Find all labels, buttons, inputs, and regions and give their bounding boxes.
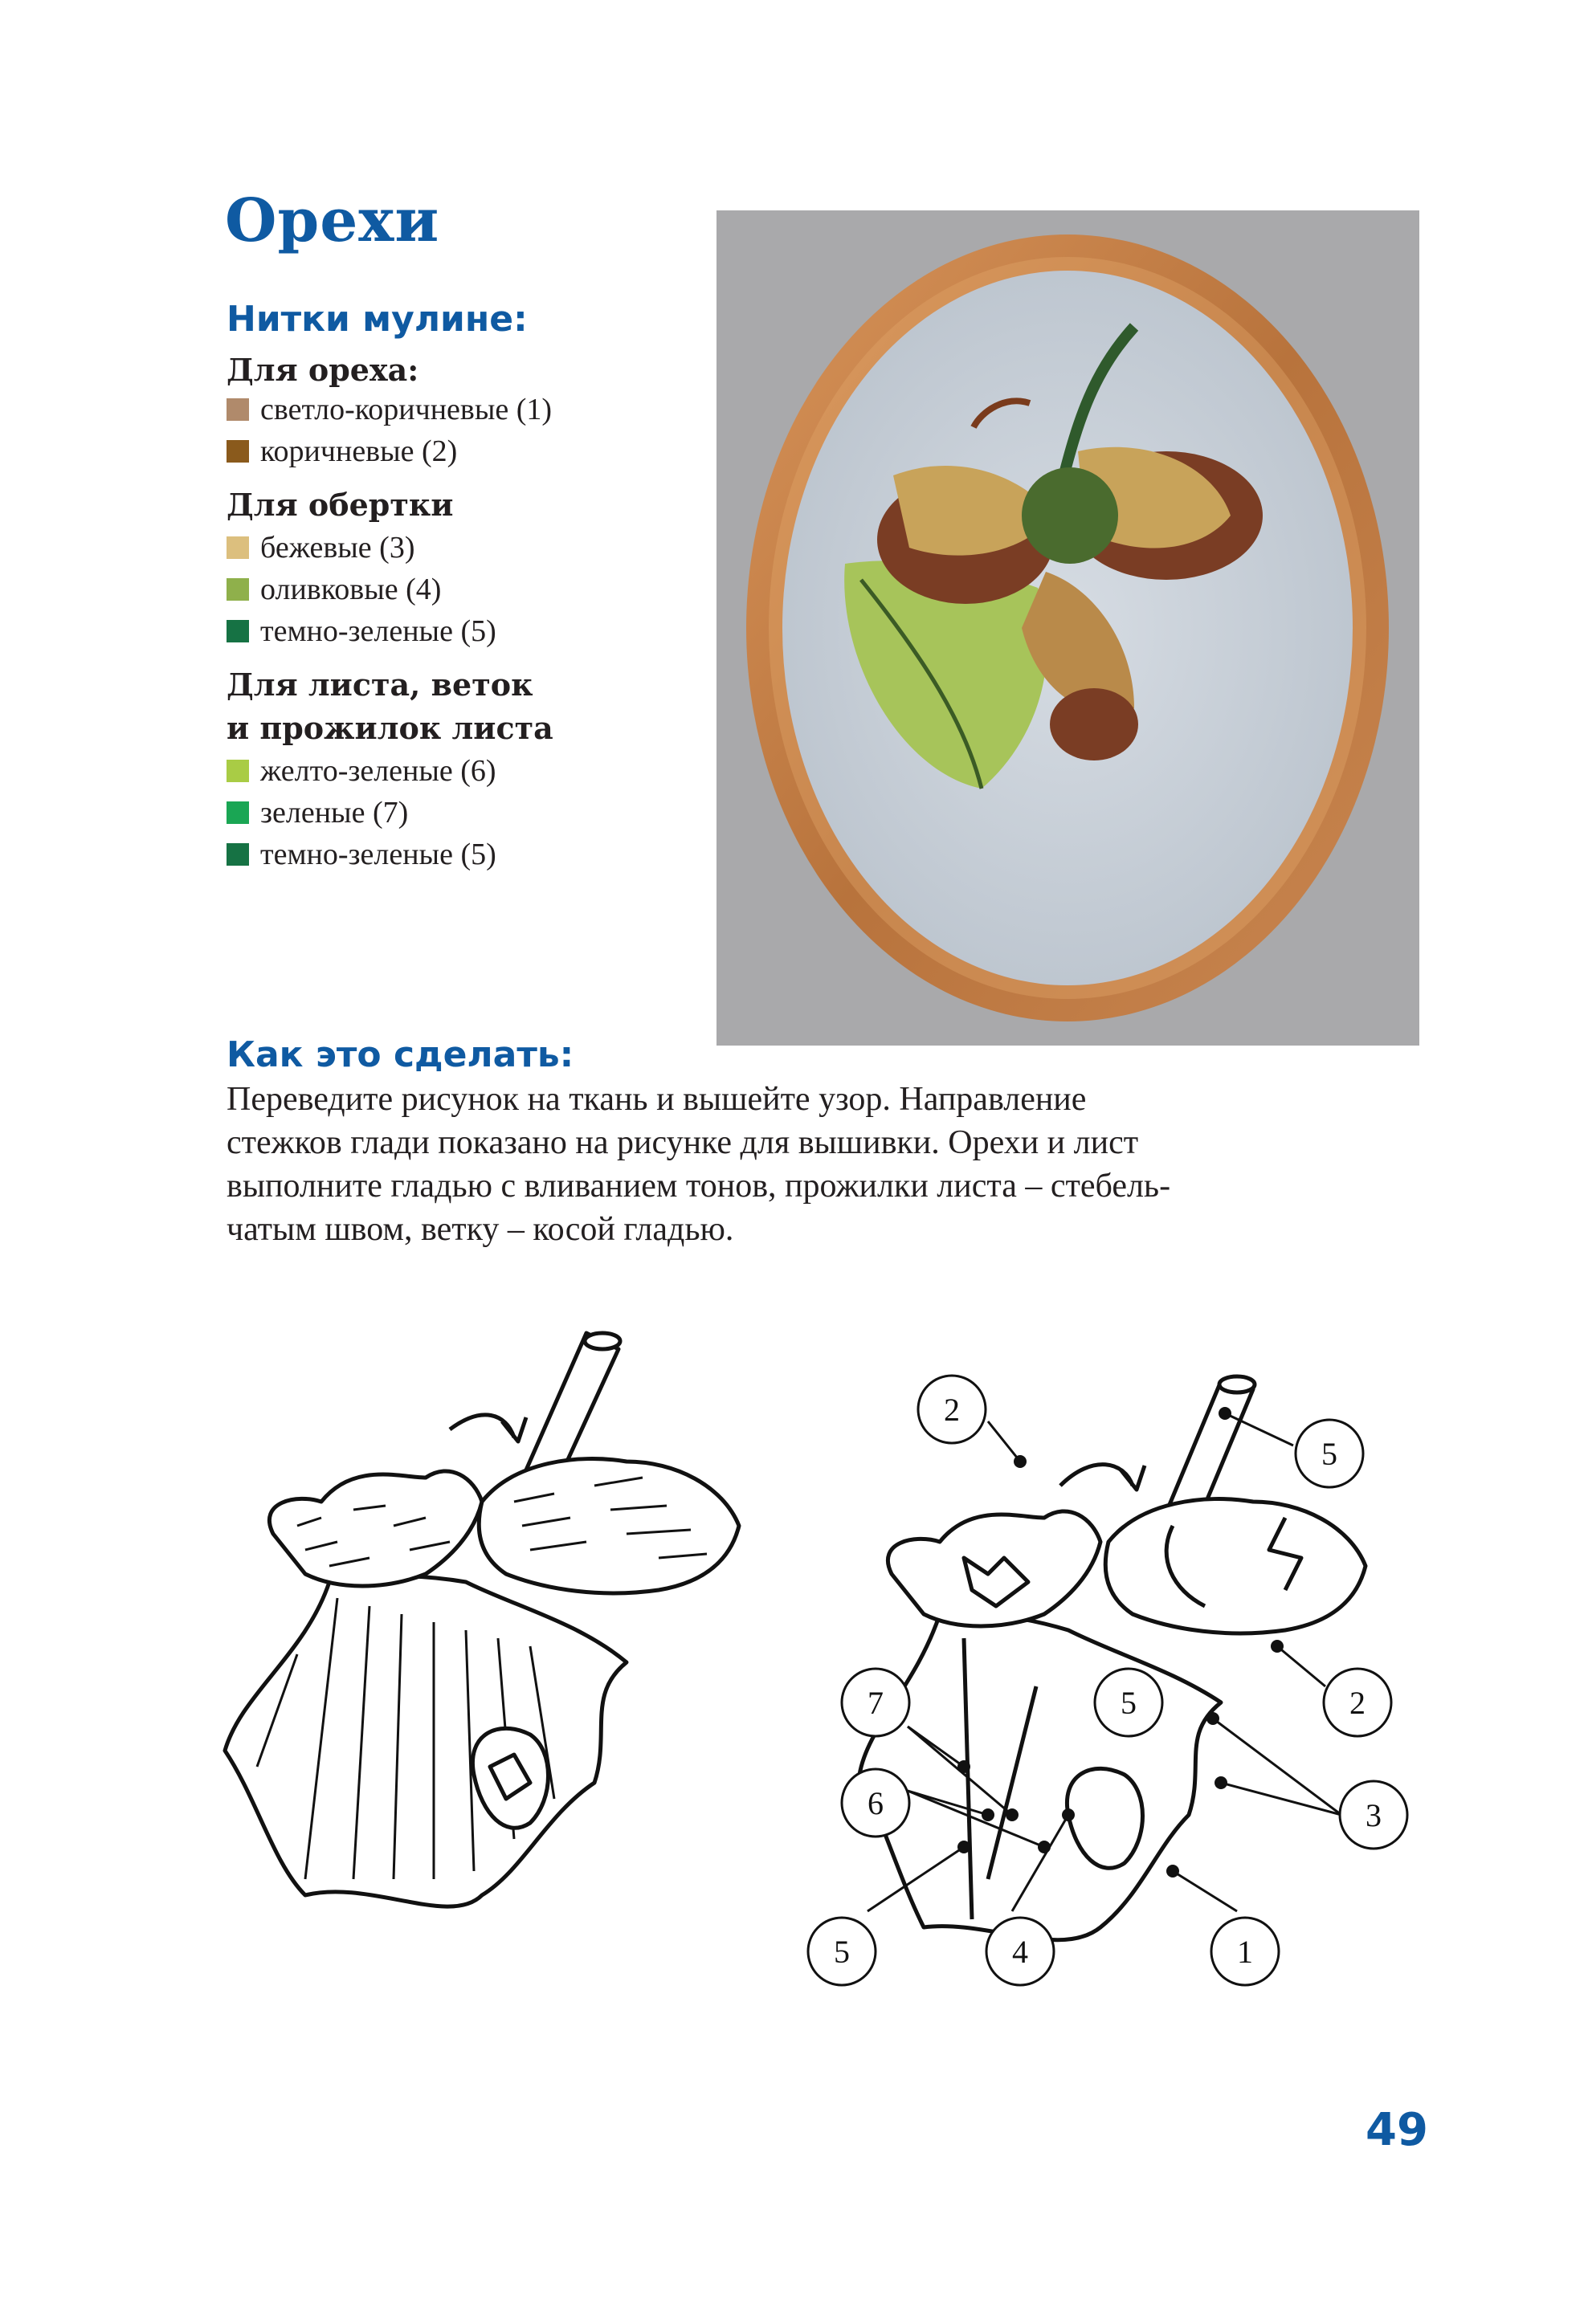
embroidery-photo — [716, 210, 1419, 1046]
thread-item: зеленые (7) — [227, 795, 408, 830]
label-number: 2 — [944, 1392, 960, 1428]
instruction-line: стежков глади показано на рисунке для вышивки. Орехи и лист — [227, 1124, 1139, 1161]
instruction-line: выполните гладью с вливанием тонов, прожилки листа – стебель- — [227, 1168, 1171, 1205]
thread-item: бежевые (3) — [227, 530, 414, 565]
color-swatch — [227, 440, 249, 463]
thread-item: коричневые (2) — [227, 434, 457, 469]
thread-item: оливковые (4) — [227, 572, 441, 607]
color-swatch — [227, 760, 249, 782]
stitch-direction-diagram — [209, 1317, 771, 1947]
label-number: 5 — [1121, 1685, 1137, 1721]
group-title-leaf: Для листа, веток — [227, 667, 533, 703]
label-number: 5 — [834, 1934, 850, 1970]
threads-heading: Нитки мулине: — [227, 299, 528, 340]
label-number: 1 — [1237, 1934, 1253, 1970]
instruction-line: Переведите рисунок на ткань и вышейте узор. Направление — [227, 1081, 1087, 1118]
color-swatch — [227, 578, 249, 601]
color-swatch — [227, 801, 249, 824]
label-number: 4 — [1012, 1934, 1028, 1970]
color-swatch — [227, 843, 249, 866]
howto-heading: Как это сделать: — [227, 1034, 574, 1075]
color-swatch — [227, 620, 249, 642]
thread-item: темно-зеленые (5) — [227, 614, 496, 649]
label-number: 3 — [1366, 1797, 1382, 1833]
label-number: 5 — [1321, 1436, 1337, 1472]
color-swatch — [227, 536, 249, 559]
group-title-leaf-2: и прожилок листа — [227, 710, 553, 746]
thread-item: светло-коричневые (1) — [227, 392, 552, 427]
group-title-husk: Для обертки — [227, 487, 454, 523]
page-title: Орехи — [225, 186, 440, 255]
instructions — [227, 1078, 1383, 1251]
label-number: 7 — [868, 1685, 884, 1721]
thread-item: желто-зеленые (6) — [227, 753, 496, 789]
label-number: 6 — [868, 1785, 884, 1821]
group-title-nut: Для ореха: — [227, 352, 419, 388]
thread-item: темно-зеленые (5) — [227, 837, 496, 872]
page-number: 49 — [1366, 2104, 1428, 2156]
label-number: 2 — [1349, 1685, 1366, 1721]
color-number-diagram — [723, 1365, 1446, 2027]
instruction-line: чатым швом, ветку – косой гладью. — [227, 1211, 734, 1248]
color-swatch — [227, 398, 249, 421]
